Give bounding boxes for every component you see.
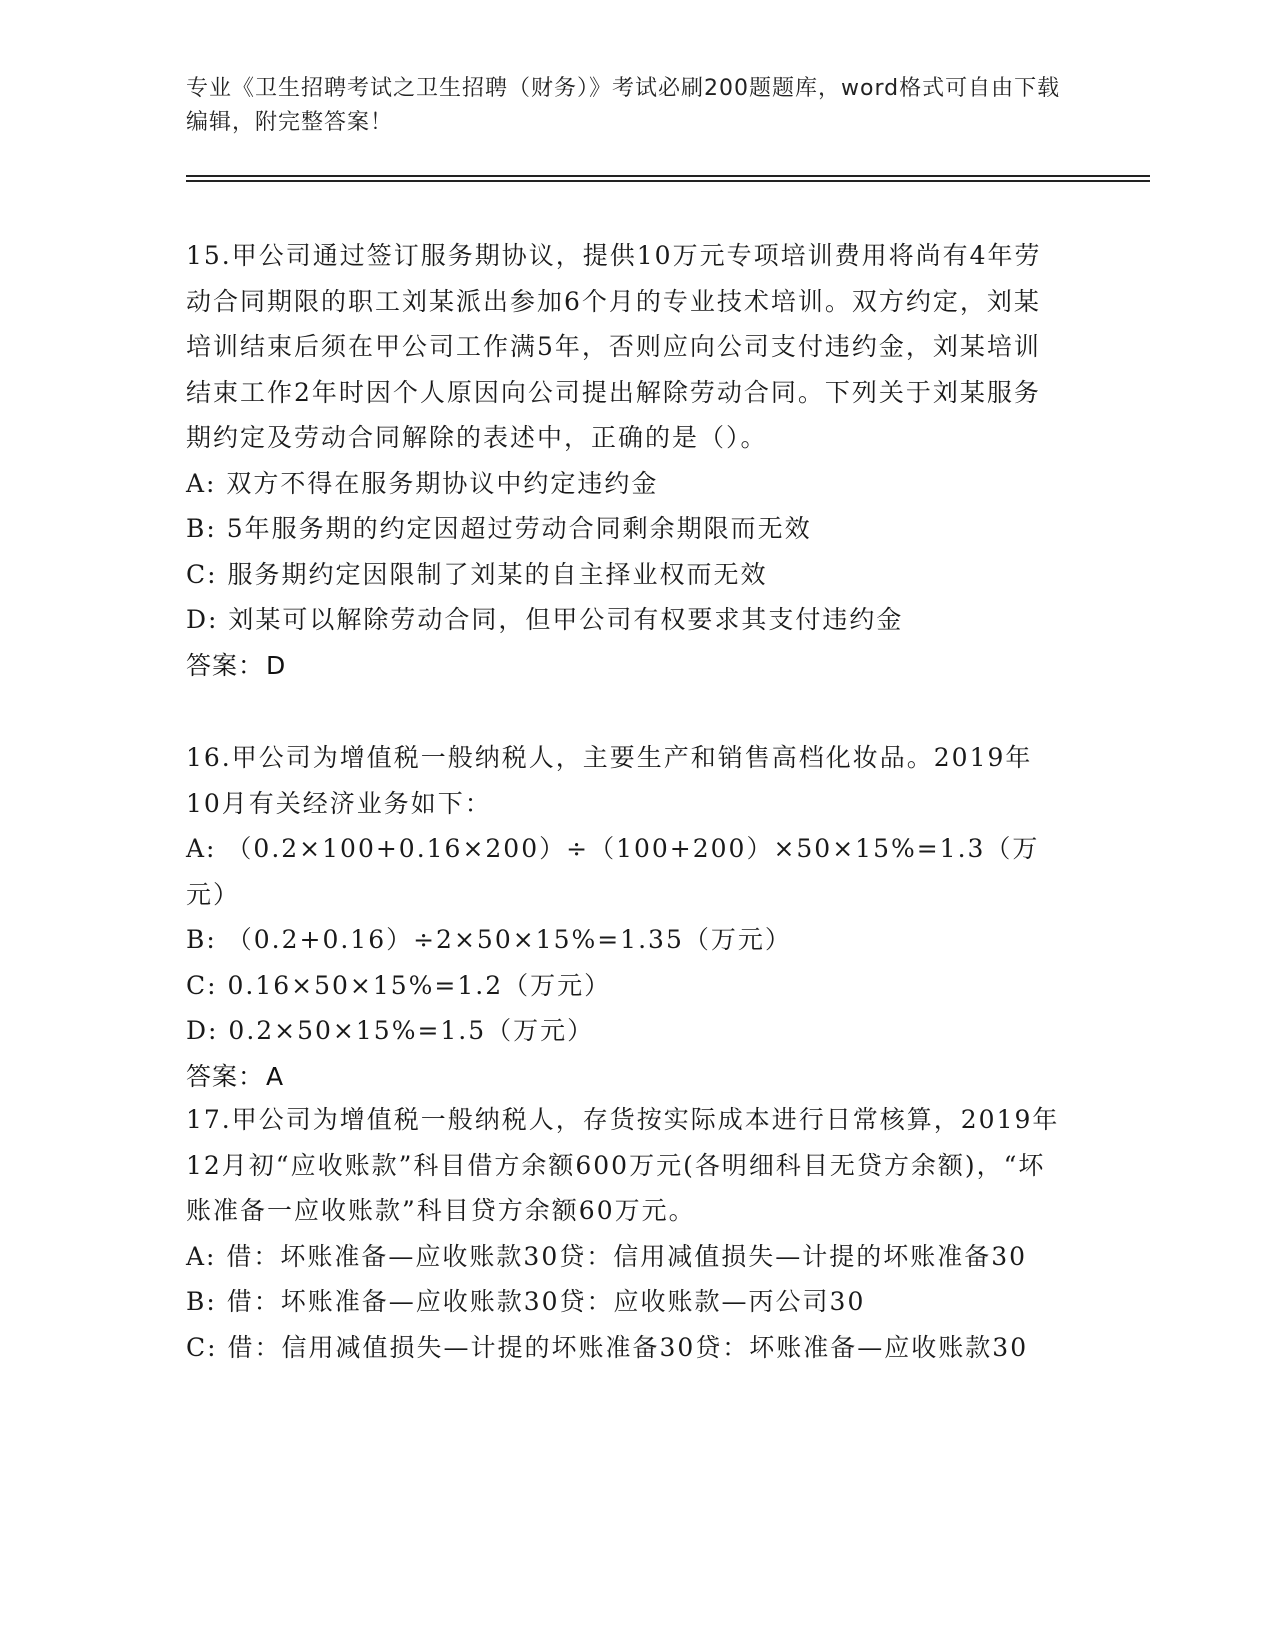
answer-label: 答案： [186, 1061, 265, 1091]
option-b: B: （0.2+0.16）÷2×50×15%=1.35（万元） [186, 925, 792, 954]
answer-line [186, 1054, 1066, 1100]
answer-label: 答案： [186, 650, 265, 680]
option-d: D: 0.2×50×15%=1.5（万元） [186, 1016, 595, 1045]
option-a: A: 双方不得在服务期协议中约定违约金 [186, 468, 659, 498]
question-15 [186, 233, 1066, 688]
option-b: B: 5年服务期的约定因超过劳动合同剩余期限而无效 [186, 514, 812, 543]
option-c: C: 0.16×50×15%=1.2（万元） [186, 970, 612, 1000]
option-d: D: 刘某可以解除劳动合同，但甲公司有权要求其支付违约金 [186, 605, 904, 634]
answer-value: A [266, 1061, 285, 1091]
document-header: 专业《卫生招聘考试之卫生招聘（财务）》考试必刷200题题库，word格式可自由下载编辑，附完整答案！ [186, 76, 1061, 135]
question-17 [186, 1097, 1066, 1370]
question-stem: 16.甲公司为增值税一般纳税人，主要生产和销售高档化妆品。2019年10月有关经济业务如下： [186, 743, 1033, 818]
option-c: C: 借：信用减值损失—计提的坏账准备30贷：坏账准备—应收账款30 [186, 1332, 1029, 1362]
answer-value: D [266, 650, 287, 680]
option-c: C: 服务期约定因限制了刘某的自主择业权而无效 [186, 559, 768, 589]
answer-line [186, 643, 1066, 689]
header-rule-top [186, 175, 1150, 177]
option-a: A: 借：坏账准备—应收账款30贷：信用减值损失—计提的坏账准备30 [186, 1241, 1028, 1271]
question-16 [186, 735, 1066, 1099]
header-rule-bottom [186, 180, 1150, 182]
question-stem: 15.甲公司通过签订服务期协议，提供10万元专项培训费用将尚有4年劳动合同期限的职工刘某派出参加6个月的专业技术培训。双方约定，刘某培训结束后须在甲公司工作满5年，否则应向公司支付违约金，刘某培训结束工作2年时因个人原因向公司提出解除劳动合同。下列关于刘某服务期约定及劳动合同解除的表述中，正确的是（）。 [186, 241, 1042, 452]
question-stem: 17.甲公司为增值税一般纳税人，存货按实际成本进行日常核算，2019年12月初“应收账款”科目借方余额600万元(各明细科目无贷方余额)，“坏账准备一应收账款”科目贷方余额60万元。 [186, 1105, 1060, 1225]
option-b: B: 借：坏账准备—应收账款30贷：应收账款—丙公司30 [186, 1287, 866, 1316]
option-a: A: （0.2×100+0.16×200）÷（100+200）×50×15%=1.3（万元） [186, 834, 1040, 909]
